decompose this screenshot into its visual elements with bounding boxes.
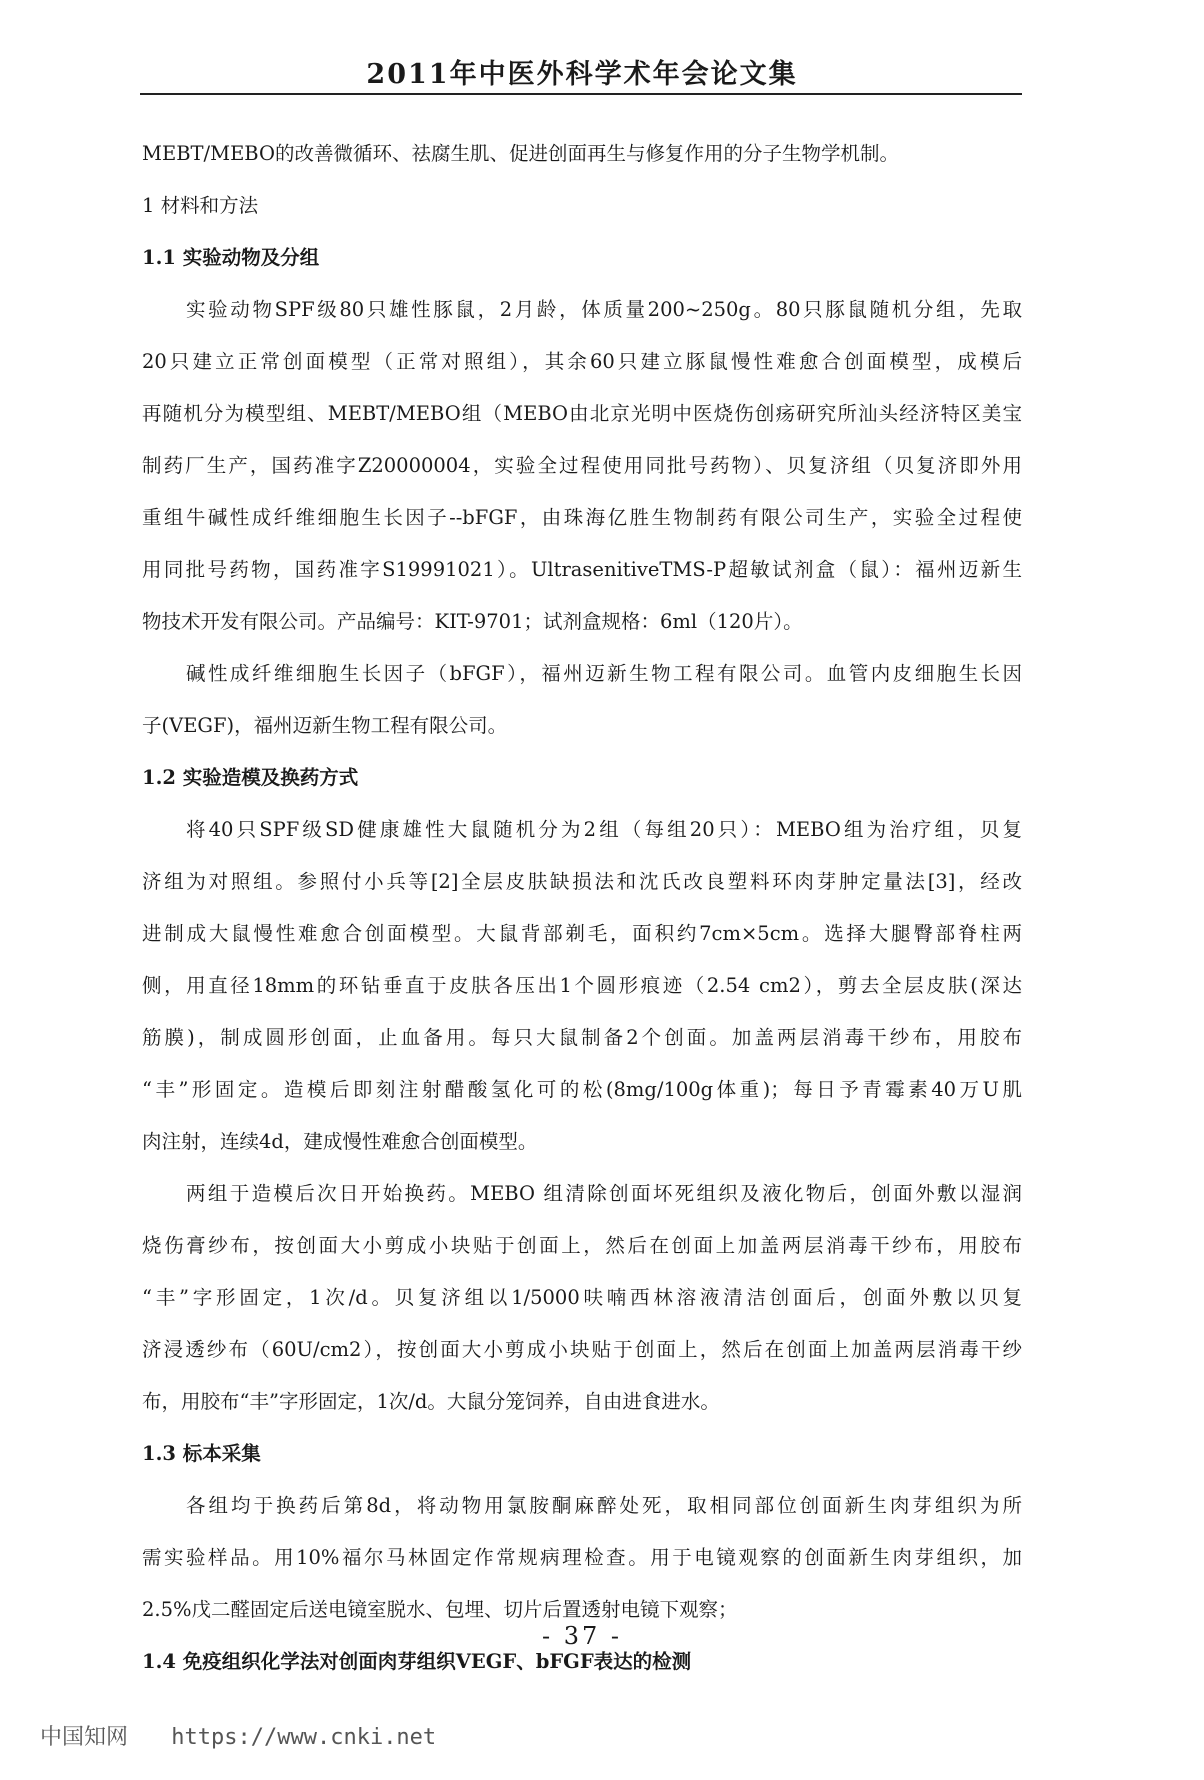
article-body [142, 128, 1022, 1688]
section-heading-1-1: 1.1 实验动物及分组 [142, 246, 320, 269]
section-heading-1-3: 1.3 标本采集 [142, 1442, 261, 1465]
paragraph-line: 侧，用直径18mm的环钻垂直于皮肤各压出1个圆形痕迹（2.54 cm2），剪去全层皮肤(深达 [142, 974, 1022, 997]
paragraph-line: 实验动物SPF级80只雄性豚鼠，2月龄，体质量200~250g。80只豚鼠随机分组，先取 [186, 298, 1022, 321]
section-heading-1-4: 1.4 免疫组织化学法对创面肉芽组织VEGF、bFGF表达的检测 [142, 1650, 692, 1673]
footer-url: https://www.cnki.net [171, 1725, 437, 1750]
paragraph-line: 济浸透纱布（60U/cm2），按创面大小剪成小块贴于创面上，然后在创面上加盖两层消毒干纱 [142, 1338, 1022, 1361]
footer-site-name: 中国知网 [40, 1725, 129, 1750]
paragraph-line: 子(VEGF)，福州迈新生物工程有限公司。 [142, 714, 508, 737]
paragraph-line: 物技术开发有限公司。产品编号：KIT-9701；试剂盒规格：6ml（120片）。 [142, 610, 803, 633]
paragraph-line: 筋膜)，制成圆形创面，止血备用。每只大鼠制备2个创面。加盖两层消毒干纱布，用胶布 [142, 1026, 1022, 1049]
paragraph-line: 各组均于换药后第8d，将动物用氯胺酮麻醉处死，取相同部位创面新生肉芽组织为所 [186, 1494, 1022, 1517]
section-heading-1: 1 材料和方法 [142, 194, 259, 217]
paragraph-line: 碱性成纤维细胞生长因子（bFGF），福州迈新生物工程有限公司。血管内皮细胞生长因 [186, 662, 1022, 685]
paragraph-line: 烧伤膏纱布，按创面大小剪成小块贴于创面上，然后在创面上加盖两层消毒干纱布，用胶布 [142, 1234, 1022, 1257]
page-number: - 37 - [541, 1622, 622, 1650]
paragraph-line: “丰”形固定。造模后即刻注射醋酸氢化可的松(8mg/100g体重)；每日予青霉素40万U肌 [142, 1078, 1022, 1101]
paragraph-line: 需实验样品。用10%福尔马林固定作常规病理检查。用于电镜观察的创面新生肉芽组织，加 [142, 1546, 1022, 1569]
paragraph-line: 进制成大鼠慢性难愈合创面模型。大鼠背部剃毛，面积约7cm×5cm。选择大腿臀部脊柱两 [142, 922, 1022, 945]
paragraph-line: 将40只SPF级SD健康雄性大鼠随机分为2组（每组20只）：MEBO组为治疗组，贝复 [186, 818, 1022, 841]
paragraph-line: 重组牛碱性成纤维细胞生长因子--bFGF，由珠海亿胜生物制药有限公司生产，实验全过程使 [142, 506, 1022, 529]
paragraph-line: 济组为对照组。参照付小兵等[2]全层皮肤缺损法和沈氏改良塑料环肉芽肿定量法[3]，经改 [142, 870, 1022, 893]
paragraph-line: 制药厂生产，国药准字Z20000004，实验全过程使用同批号药物）、贝复济组（贝复济即外用 [142, 454, 1022, 477]
page-header: 2011年中医外科学术年会论文集 [366, 59, 798, 90]
paragraph-line: 2.5%戊二醛固定后送电镜室脱水、包埋、切片后置透射电镜下观察； [142, 1598, 738, 1621]
section-heading-1-2: 1.2 实验造模及换药方式 [142, 766, 359, 789]
header-rule [140, 93, 1022, 95]
paragraph-line: “丰”字形固定，1次/d。贝复济组以1/5000呋喃西林溶液清洁创面后，创面外敷以贝复 [142, 1286, 1022, 1309]
paragraph-line: 肉注射，连续4d，建成慢性难愈合创面模型。 [142, 1130, 538, 1153]
paragraph-line: 再随机分为模型组、MEBT/MEBO组（MEBO由北京光明中医烧伤创疡研究所汕头经济特区美宝 [142, 402, 1022, 425]
paragraph-line: 两组于造模后次日开始换药。MEBO 组清除创面坏死组织及液化物后，创面外敷以湿润 [186, 1182, 1022, 1205]
intro-line: MEBT/MEBO的改善微循环、祛腐生肌、促进创面再生与修复作用的分子生物学机制。 [142, 142, 899, 165]
footer-watermark [40, 1720, 436, 1751]
paragraph-line: 用同批号药物，国药准字S19991021）。UltrasenitiveTMS-P超敏试剂盒（鼠）：福州迈新生 [142, 558, 1022, 581]
paragraph-line: 20只建立正常创面模型（正常对照组），其余60只建立豚鼠慢性难愈合创面模型，成模后 [142, 350, 1022, 373]
paragraph-line: 布，用胶布“丰”字形固定，1次/d。大鼠分笼饲养，自由进食进水。 [142, 1390, 720, 1413]
